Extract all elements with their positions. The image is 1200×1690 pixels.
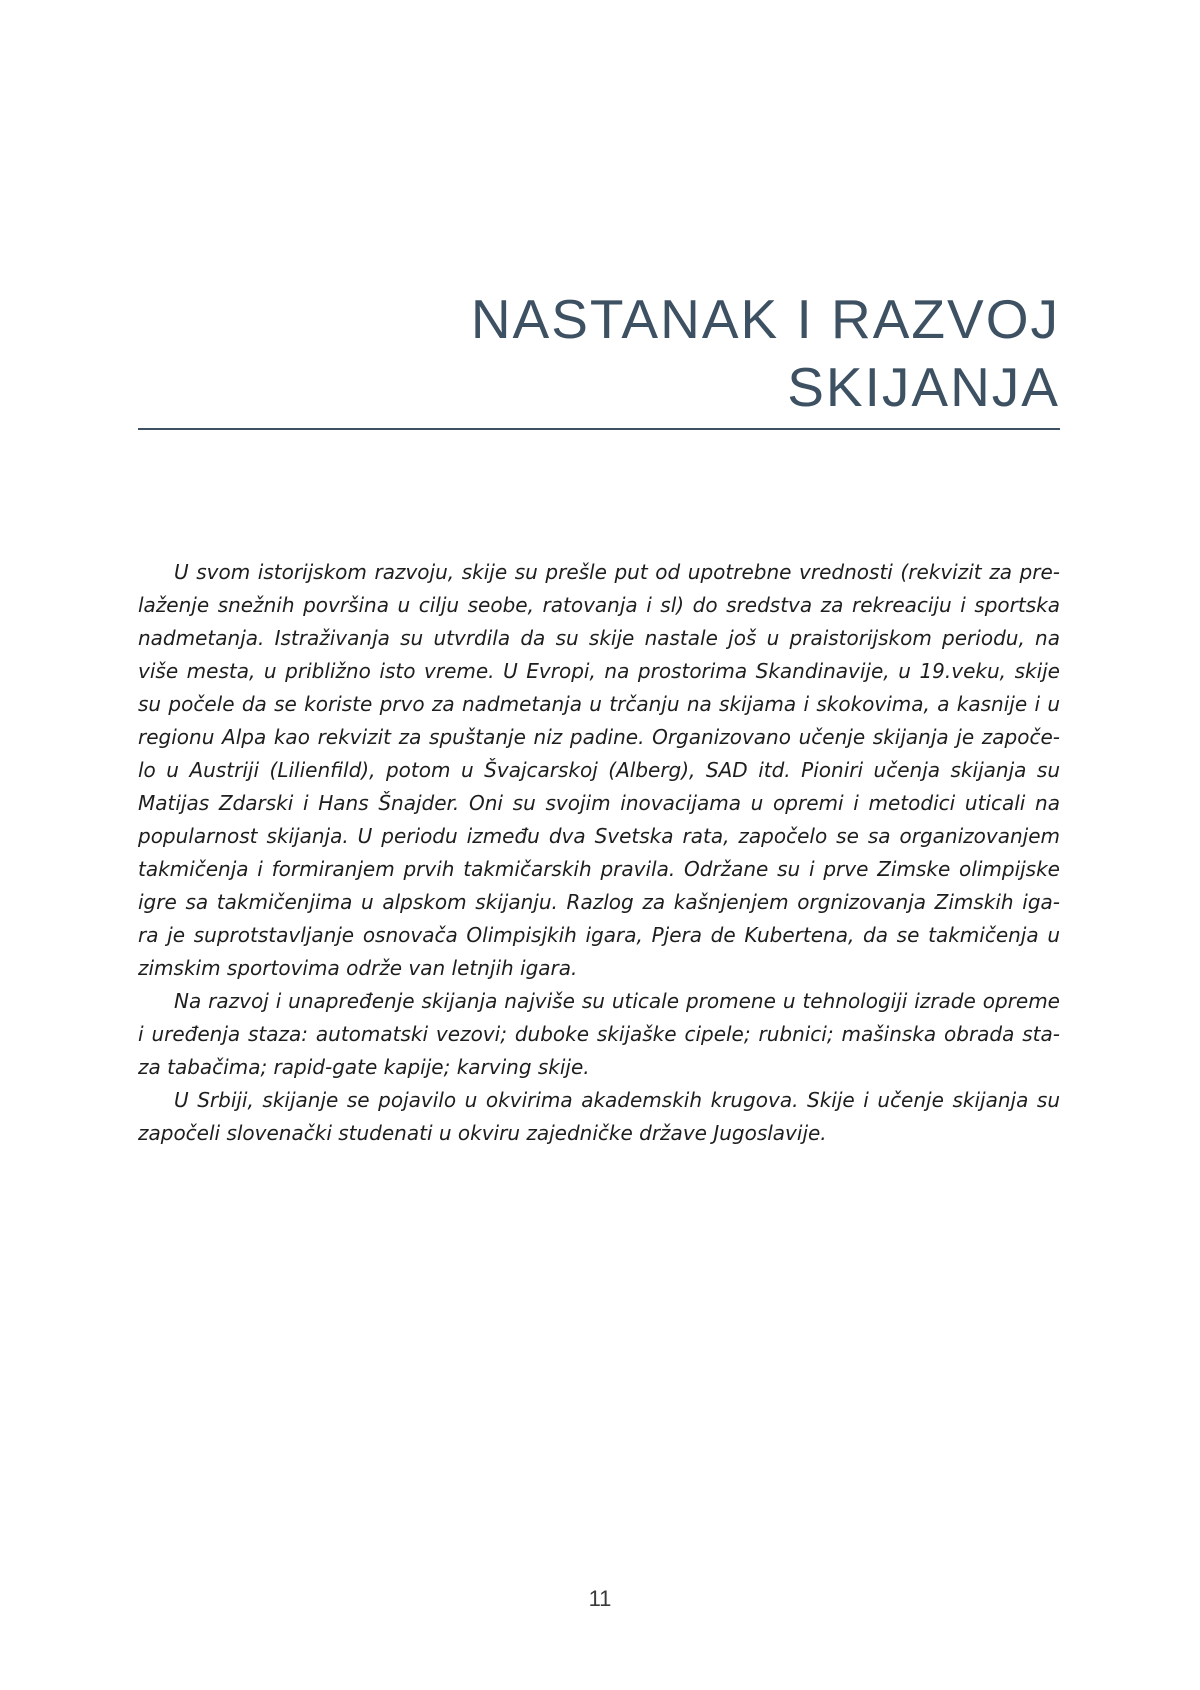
paragraph-1-line: laženje snežnih površina u cilju seobe, ratovanja i sl) do sredstva za rekreaciju i sportska — [138, 593, 1060, 617]
body-text — [138, 556, 1060, 1150]
paragraph-2-line: za tabačima; rapid-gate kapije; karving skije. — [138, 1055, 590, 1079]
paragraph-1-line: ra je suprotstavljanje osnovača Olimpisjkih igara, Pjera de Kubertena, da se takmičenja u — [138, 923, 1060, 947]
chapter-title-line-2: SKIJANJA — [787, 356, 1060, 418]
paragraph-1-line: Matijas Zdarski i Hans Šnajder. Oni su svojim inovacijama u opremi i metodici uticali na — [138, 791, 1060, 815]
paragraph-2-line: Na razvoj i unapređenje skijanja najviše su uticale promene u tehnologiji izrade opreme — [174, 989, 1060, 1013]
chapter-title-line-1: NASTANAK I RAZVOJ — [470, 288, 1060, 350]
paragraph-1-line: regionu Alpa kao rekvizit za spuštanje niz padine. Organizovano učenje skijanja je započe- — [138, 725, 1060, 749]
paragraph-1-line: popularnost skijanja. U periodu između dva Svetska rata, započelo se sa organizovanjem — [138, 824, 1060, 848]
paragraph-1-line: zimskim sportovima održe van letnjih igara. — [138, 956, 578, 980]
paragraph-1-line: više mesta, u približno isto vreme. U Evropi, na prostorima Skandinavije, u 19.veku, skije — [138, 659, 1060, 683]
paragraph-1-line: igre sa takmičenjima u alpskom skijanju. Razlog za kašnjenjem orgnizovanja Zimskih iga- — [138, 890, 1060, 914]
chapter-title — [138, 285, 1060, 421]
paragraph-1-line: U svom istorijskom razvoju, skije su prešle put od upotrebne vrednosti (rekvizit za pre- — [174, 560, 1060, 584]
paragraph-1-line: lo u Austriji (Lilienfild), potom u Švajcarskoj (Alberg), SAD itd. Pioniri učenja skijanja su — [138, 758, 1060, 782]
page-number: 11 — [588, 1586, 612, 1611]
paragraph-3-line: započeli slovenački studenati u okviru zajedničke države Jugoslavije. — [138, 1121, 827, 1145]
paragraph-2-line: i uređenja staza: automatski vezovi; duboke skijaške cipele; rubnici; mašinska obrada sta- — [138, 1022, 1060, 1046]
paragraph-1-line: takmičenja i formiranjem prvih takmičarskih pravila. Održane su i prve Zimske olimpijske — [138, 857, 1060, 881]
title-divider — [138, 428, 1060, 430]
paragraph-3-line: U Srbiji, skijanje se pojavilo u okvirima akademskih krugova. Skije i učenje skijanja su — [174, 1088, 1060, 1112]
paragraph-1-line: nadmetanja. Istraživanja su utvrdila da su skije nastale još u praistorijskom periodu, na — [138, 626, 1060, 650]
paragraph-1-line: su počele da se koriste prvo za nadmetanja u trčanju na skijama i skokovima, a kasnije i u — [138, 692, 1060, 716]
